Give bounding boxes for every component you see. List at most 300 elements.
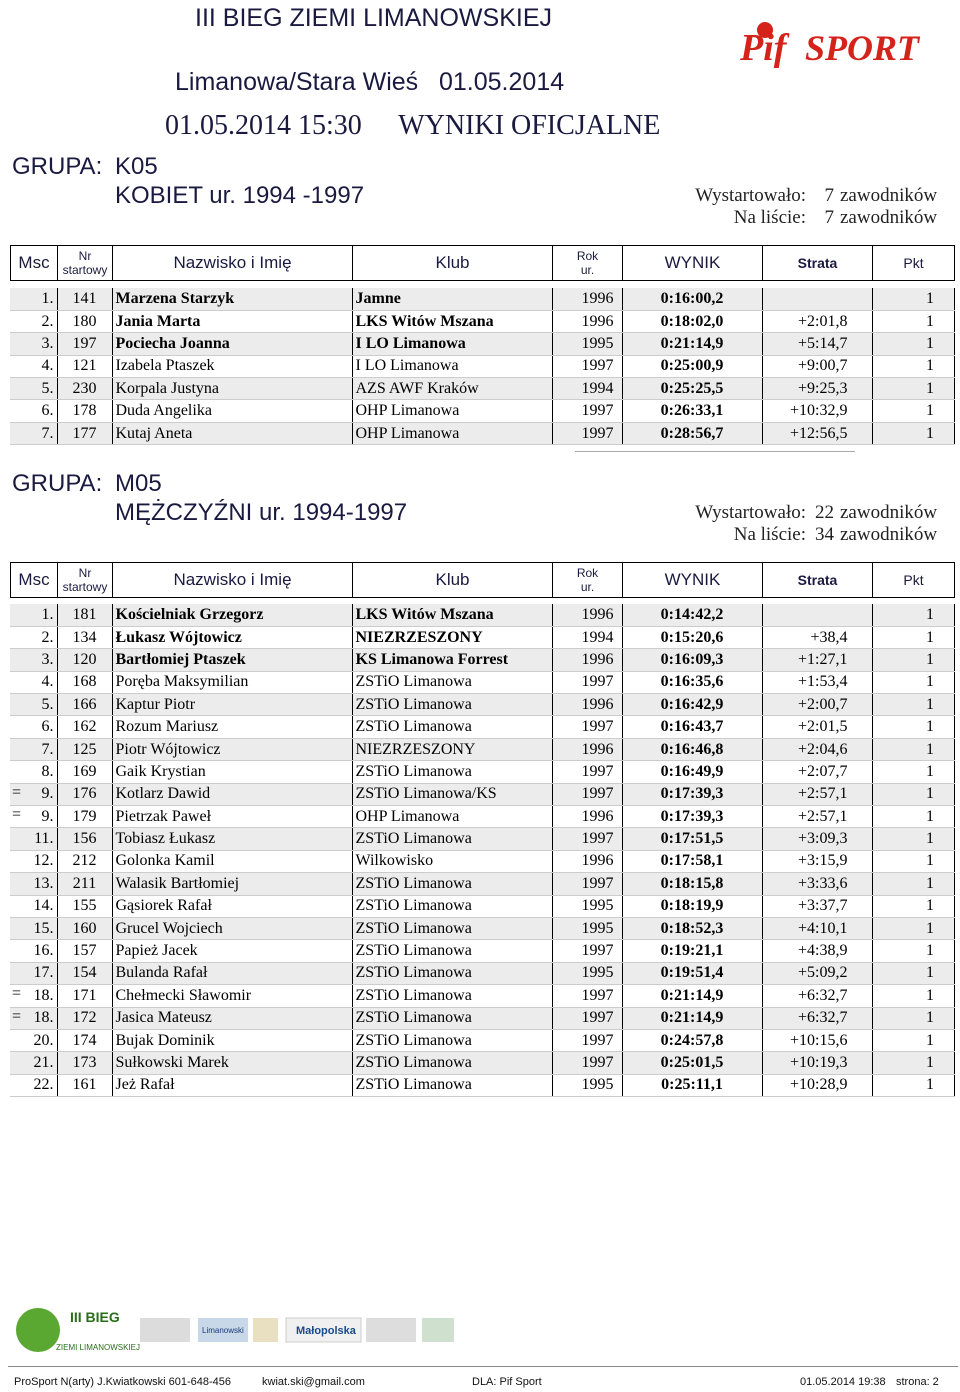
birth-year: 1997 — [552, 985, 622, 1007]
points: 1 — [872, 716, 955, 738]
table-row — [10, 962, 955, 984]
time-gap — [762, 288, 872, 310]
list-label: Na liście: — [733, 207, 806, 228]
points: 1 — [872, 671, 955, 693]
table-row — [10, 940, 955, 962]
athlete-name: Kaptur Piotr — [112, 694, 352, 716]
time-gap: +2:57,1 — [762, 806, 872, 828]
result-time: 0:16:43,7 — [622, 716, 762, 738]
col-rok: Rok ur. — [553, 563, 623, 598]
start-number: 162 — [57, 716, 112, 738]
position: 4. — [10, 671, 57, 693]
col-pkt: Pkt — [873, 246, 955, 281]
list-count: 7 zawodników — [824, 207, 938, 228]
results-status: WYNIKI OFICJALNE — [398, 110, 661, 141]
start-number: 155 — [57, 895, 112, 917]
time-gap: +4:10,1 — [762, 917, 872, 939]
birth-year: 1997 — [552, 940, 622, 962]
time-gap: +10:28,9 — [762, 1074, 872, 1096]
athlete-name: Bujak Dominik — [112, 1029, 352, 1051]
result-time: 0:18:19,9 — [622, 895, 762, 917]
athlete-name: Duda Angelika — [112, 400, 352, 422]
points: 1 — [872, 378, 955, 400]
athlete-name: Kościelniak Grzegorz — [112, 604, 352, 626]
event-place — [175, 68, 564, 97]
position: 5. — [10, 694, 57, 716]
result-time: 0:19:51,4 — [622, 962, 762, 984]
birth-year: 1995 — [552, 962, 622, 984]
athlete-club: ZSTiO Limanowa — [352, 828, 552, 850]
position: 7. — [10, 738, 57, 760]
position: 1. — [10, 288, 57, 310]
points: 1 — [872, 985, 955, 1007]
athlete-name: Piotr Wójtowicz — [112, 738, 352, 760]
athlete-name: Grucel Wojciech — [112, 917, 352, 939]
time-gap: +9:00,7 — [762, 355, 872, 377]
start-number: 125 — [57, 738, 112, 760]
result-time: 0:16:09,3 — [622, 649, 762, 671]
athlete-name: Tobiasz Łukasz — [112, 828, 352, 850]
points: 1 — [872, 1052, 955, 1074]
start-number: 174 — [57, 1029, 112, 1051]
points: 1 — [872, 806, 955, 828]
start-number: 171 — [57, 985, 112, 1007]
points: 1 — [872, 873, 955, 895]
position: 17. — [10, 962, 57, 984]
table-row — [10, 1074, 955, 1096]
position: 12. — [10, 850, 57, 872]
birth-year: 1997 — [552, 1007, 622, 1029]
start-number: 166 — [57, 694, 112, 716]
result-time: 0:25:25,5 — [622, 378, 762, 400]
time-gap: +1:53,4 — [762, 671, 872, 693]
birth-year: 1997 — [552, 761, 622, 783]
results-subtitle — [165, 110, 690, 142]
time-gap: +3:15,9 — [762, 850, 872, 872]
result-time: 0:18:02,0 — [622, 310, 762, 332]
athlete-club: Jamne — [352, 288, 552, 310]
footer-for: DLA: Pif Sport — [472, 1376, 542, 1388]
position: 6. — [10, 400, 57, 422]
table-row — [10, 873, 955, 895]
birth-year: 1997 — [552, 671, 622, 693]
birth-year: 1997 — [552, 1029, 622, 1051]
athlete-name: Walasik Bartłomiej — [112, 873, 352, 895]
athlete-club: ZSTiO Limanowa — [352, 962, 552, 984]
birth-year: 1997 — [552, 873, 622, 895]
results-datetime: 01.05.2014 15:30 — [165, 110, 362, 141]
athlete-club: OHP Limanowa — [352, 422, 552, 444]
table-row — [10, 1007, 955, 1029]
results-table-k05 — [10, 288, 955, 445]
points: 1 — [872, 962, 955, 984]
athlete-name: Poręba Maksymilian — [112, 671, 352, 693]
position: = 18. — [10, 1007, 57, 1029]
table-row — [10, 828, 955, 850]
athlete-club: AZS AWF Kraków — [352, 378, 552, 400]
birth-year: 1994 — [552, 626, 622, 648]
col-msc: Msc — [11, 563, 58, 598]
table-row — [10, 738, 955, 760]
result-time: 0:21:14,9 — [622, 985, 762, 1007]
points: 1 — [872, 649, 955, 671]
points: 1 — [872, 626, 955, 648]
time-gap: +6:32,7 — [762, 1007, 872, 1029]
birth-year: 1996 — [552, 649, 622, 671]
time-gap: +10:32,9 — [762, 400, 872, 422]
time-gap: +12:56,5 — [762, 422, 872, 444]
col-nr: Nr startowy — [58, 563, 113, 598]
athlete-name: Rozum Mariusz — [112, 716, 352, 738]
result-time: 0:25:00,9 — [622, 355, 762, 377]
position: 13. — [10, 873, 57, 895]
athlete-club: ZSTiO Limanowa/KS — [352, 783, 552, 805]
svg-text:Małopolska: Małopolska — [296, 1325, 356, 1337]
start-number: 179 — [57, 806, 112, 828]
table-row — [10, 1029, 955, 1051]
table-row — [10, 400, 955, 422]
time-gap: +5:14,7 — [762, 333, 872, 355]
time-gap — [762, 604, 872, 626]
table-row — [10, 378, 955, 400]
points: 1 — [872, 604, 955, 626]
group-label: GRUPA: — [12, 470, 103, 497]
started-label: Wystartowało: — [695, 502, 806, 523]
time-gap: +2:01,5 — [762, 716, 872, 738]
birth-year: 1997 — [552, 422, 622, 444]
birth-year: 1997 — [552, 783, 622, 805]
time-gap: +10:19,3 — [762, 1052, 872, 1074]
athlete-club: ZSTiO Limanowa — [352, 1029, 552, 1051]
birth-year: 1996 — [552, 694, 622, 716]
athlete-name: Bartłomiej Ptaszek — [112, 649, 352, 671]
table-row — [10, 333, 955, 355]
start-number: 120 — [57, 649, 112, 671]
time-gap: +4:38,9 — [762, 940, 872, 962]
position: 14. — [10, 895, 57, 917]
athlete-club: ZSTiO Limanowa — [352, 895, 552, 917]
start-number: 212 — [57, 850, 112, 872]
started-label: Wystartowało: — [695, 185, 806, 206]
birth-year: 1996 — [552, 604, 622, 626]
result-time: 0:16:35,6 — [622, 671, 762, 693]
athlete-name: Gąsiorek Rafał — [112, 895, 352, 917]
start-number: 176 — [57, 783, 112, 805]
start-number: 177 — [57, 422, 112, 444]
athlete-club: KS Limanowa Forrest — [352, 649, 552, 671]
list-count: 34 zawodników — [815, 524, 938, 545]
athlete-name: Pociecha Joanna — [112, 333, 352, 355]
table-row — [10, 917, 955, 939]
footer-divider — [8, 1366, 958, 1367]
birth-year: 1995 — [552, 917, 622, 939]
start-number: 211 — [57, 873, 112, 895]
athlete-name: Gaik Krystian — [112, 761, 352, 783]
event-location: Limanowa/Stara Wieś — [175, 68, 419, 96]
time-gap: +2:04,6 — [762, 738, 872, 760]
athlete-club: I LO Limanowa — [352, 333, 552, 355]
athlete-club: ZSTiO Limanowa — [352, 761, 552, 783]
result-time: 0:16:42,9 — [622, 694, 762, 716]
table-row — [10, 355, 955, 377]
points: 1 — [872, 1029, 955, 1051]
table-row — [10, 422, 955, 444]
start-number: 134 — [57, 626, 112, 648]
time-gap: +3:33,6 — [762, 873, 872, 895]
points: 1 — [872, 895, 955, 917]
position: = 18. — [10, 985, 57, 1007]
position: 2. — [10, 626, 57, 648]
group-category: MĘŻCZYŹNI ur. 1994-1997 — [115, 499, 408, 526]
birth-year: 1997 — [552, 400, 622, 422]
time-gap: +1:27,1 — [762, 649, 872, 671]
result-time: 0:16:00,2 — [622, 288, 762, 310]
position: 4. — [10, 355, 57, 377]
table-row — [10, 694, 955, 716]
athlete-club: ZSTiO Limanowa — [352, 694, 552, 716]
athlete-club: ZSTiO Limanowa — [352, 1074, 552, 1096]
position: 1. — [10, 604, 57, 626]
table-row — [10, 671, 955, 693]
points: 1 — [872, 917, 955, 939]
svg-text:Limanowski: Limanowski — [202, 1326, 244, 1335]
points: 1 — [872, 850, 955, 872]
table-row — [10, 626, 955, 648]
birth-year: 1996 — [552, 310, 622, 332]
table-row — [10, 288, 955, 310]
result-time: 0:17:39,3 — [622, 783, 762, 805]
points: 1 — [872, 1074, 955, 1096]
athlete-name: Bulanda Rafał — [112, 962, 352, 984]
tie-marker: = — [12, 783, 22, 801]
athlete-club: Wilkowisko — [352, 850, 552, 872]
position: = 9. — [10, 806, 57, 828]
result-time: 0:17:39,3 — [622, 806, 762, 828]
athlete-club: ZSTiO Limanowa — [352, 985, 552, 1007]
start-number: 141 — [57, 288, 112, 310]
group-code: K05 — [115, 153, 158, 180]
position: 5. — [10, 378, 57, 400]
position: 11. — [10, 828, 57, 850]
col-nr: Nr startowy — [58, 246, 113, 281]
svg-text:SPORT: SPORT — [805, 28, 920, 68]
tie-marker: = — [12, 985, 22, 1003]
table-row — [10, 850, 955, 872]
start-number: 156 — [57, 828, 112, 850]
athlete-name: Jania Marta — [112, 310, 352, 332]
start-number: 169 — [57, 761, 112, 783]
col-club: Klub — [353, 563, 553, 598]
time-gap: +9:25,3 — [762, 378, 872, 400]
result-time: 0:18:52,3 — [622, 917, 762, 939]
points: 1 — [872, 828, 955, 850]
start-number: 121 — [57, 355, 112, 377]
table-row — [10, 895, 955, 917]
position: 2. — [10, 310, 57, 332]
result-time: 0:24:57,8 — [622, 1029, 762, 1051]
tie-marker: = — [12, 806, 22, 824]
athlete-name: Jeż Rafał — [112, 1074, 352, 1096]
result-time: 0:21:14,9 — [622, 333, 762, 355]
time-gap: +2:00,7 — [762, 694, 872, 716]
start-number: 157 — [57, 940, 112, 962]
time-gap: +2:01,8 — [762, 310, 872, 332]
start-number: 181 — [57, 604, 112, 626]
athlete-name: Chełmecki Sławomir — [112, 985, 352, 1007]
points: 1 — [872, 783, 955, 805]
position: 16. — [10, 940, 57, 962]
table-row — [10, 806, 955, 828]
col-wynik: WYNIK — [623, 246, 763, 281]
started-count: 22 zawodników — [815, 502, 938, 523]
event-date: 01.05.2014 — [439, 68, 565, 96]
table-row — [10, 716, 955, 738]
table-row — [10, 783, 955, 805]
birth-year: 1996 — [552, 806, 622, 828]
athlete-club: ZSTiO Limanowa — [352, 1007, 552, 1029]
results-table-m05 — [10, 604, 955, 1097]
time-gap: +3:37,7 — [762, 895, 872, 917]
result-time: 0:28:56,7 — [622, 422, 762, 444]
table-row — [10, 985, 955, 1007]
footer-page: strona: 2 — [896, 1376, 939, 1388]
start-number: 230 — [57, 378, 112, 400]
start-number: 180 — [57, 310, 112, 332]
col-rok: Rok ur. — [553, 246, 623, 281]
position: = 9. — [10, 783, 57, 805]
pif-sport-logo — [735, 10, 935, 80]
athlete-club: NIEZRZESZONY — [352, 738, 552, 760]
athlete-club: OHP Limanowa — [352, 400, 552, 422]
svg-text:III BIEG: III BIEG — [70, 1309, 120, 1325]
col-name: Nazwisko i Imię — [113, 246, 353, 281]
athlete-club: ZSTiO Limanowa — [352, 716, 552, 738]
started-count: 7 zawodników — [824, 185, 938, 206]
points: 1 — [872, 355, 955, 377]
result-time: 0:21:14,9 — [622, 1007, 762, 1029]
birth-year: 1995 — [552, 895, 622, 917]
position: 21. — [10, 1052, 57, 1074]
position: 20. — [10, 1029, 57, 1051]
time-gap: +2:07,7 — [762, 761, 872, 783]
birth-year: 1997 — [552, 716, 622, 738]
athlete-name: Golonka Kamil — [112, 850, 352, 872]
table-row — [10, 761, 955, 783]
col-club: Klub — [353, 246, 553, 281]
points: 1 — [872, 1007, 955, 1029]
col-wynik: WYNIK — [623, 563, 763, 598]
athlete-club: OHP Limanowa — [352, 806, 552, 828]
position: 3. — [10, 649, 57, 671]
result-time: 0:17:58,1 — [622, 850, 762, 872]
position: 3. — [10, 333, 57, 355]
event-title: III BIEG ZIEMI LIMANOWSKIEJ — [195, 4, 552, 32]
athlete-name: Korpala Justyna — [112, 378, 352, 400]
table-row — [10, 310, 955, 332]
points: 1 — [872, 694, 955, 716]
birth-year: 1996 — [552, 738, 622, 760]
col-strata: Strata — [763, 563, 873, 598]
athlete-name: Kotlarz Dawid — [112, 783, 352, 805]
birth-year: 1995 — [552, 333, 622, 355]
athlete-club: I LO Limanowa — [352, 355, 552, 377]
result-time: 0:14:42,2 — [622, 604, 762, 626]
footer-email: kwiat.ski@gmail.com — [262, 1376, 365, 1388]
start-number: 161 — [57, 1074, 112, 1096]
table-row — [10, 1052, 955, 1074]
position: 8. — [10, 761, 57, 783]
result-time: 0:18:15,8 — [622, 873, 762, 895]
result-time: 0:25:11,1 — [622, 1074, 762, 1096]
svg-text:ZIEMI LIMANOWSKIEJ: ZIEMI LIMANOWSKIEJ — [56, 1343, 141, 1352]
time-gap: +38,4 — [762, 626, 872, 648]
col-name: Nazwisko i Imię — [113, 563, 353, 598]
athlete-name: Marzena Starzyk — [112, 288, 352, 310]
time-gap: +3:09,3 — [762, 828, 872, 850]
position: 7. — [10, 422, 57, 444]
athlete-name: Pietrzak Paweł — [112, 806, 352, 828]
birth-year: 1995 — [552, 1074, 622, 1096]
table-row — [10, 604, 955, 626]
athlete-club: ZSTiO Limanowa — [352, 1052, 552, 1074]
athlete-name: Papież Jacek — [112, 940, 352, 962]
athlete-name: Jasica Mateusz — [112, 1007, 352, 1029]
points: 1 — [872, 940, 955, 962]
result-time: 0:16:49,9 — [622, 761, 762, 783]
points: 1 — [872, 400, 955, 422]
athlete-club: ZSTiO Limanowa — [352, 873, 552, 895]
result-time: 0:15:20,6 — [622, 626, 762, 648]
position: 15. — [10, 917, 57, 939]
athlete-club: LKS Witów Mszana — [352, 604, 552, 626]
start-number: 173 — [57, 1052, 112, 1074]
footer-printed: 01.05.2014 19:38 — [800, 1376, 886, 1388]
athlete-club: LKS Witów Mszana — [352, 310, 552, 332]
points: 1 — [872, 738, 955, 760]
birth-year: 1996 — [552, 850, 622, 872]
tie-marker: = — [12, 1007, 22, 1025]
birth-year: 1996 — [552, 288, 622, 310]
points: 1 — [872, 333, 955, 355]
athlete-club: ZSTiO Limanowa — [352, 671, 552, 693]
group-code: M05 — [115, 470, 162, 497]
time-gap: +5:09,2 — [762, 962, 872, 984]
position: 6. — [10, 716, 57, 738]
position: 22. — [10, 1074, 57, 1096]
svg-text:Pif: Pif — [740, 27, 787, 69]
col-msc: Msc — [11, 246, 58, 281]
result-time: 0:19:21,1 — [622, 940, 762, 962]
col-strata: Strata — [763, 246, 873, 281]
athlete-name: Sułkowski Marek — [112, 1052, 352, 1074]
result-time: 0:17:51,5 — [622, 828, 762, 850]
birth-year: 1997 — [552, 1052, 622, 1074]
athlete-club: ZSTiO Limanowa — [352, 917, 552, 939]
result-time: 0:25:01,5 — [622, 1052, 762, 1074]
results-header-k05 — [10, 245, 955, 281]
time-gap: +2:57,1 — [762, 783, 872, 805]
start-number: 154 — [57, 962, 112, 984]
time-gap: +6:32,7 — [762, 985, 872, 1007]
points: 1 — [872, 310, 955, 332]
results-header-m05 — [10, 562, 955, 598]
athlete-club: NIEZRZESZONY — [352, 626, 552, 648]
result-time: 0:26:33,1 — [622, 400, 762, 422]
start-number: 178 — [57, 400, 112, 422]
start-number: 160 — [57, 917, 112, 939]
time-gap: +10:15,6 — [762, 1029, 872, 1051]
list-label: Na liście: — [733, 524, 806, 545]
